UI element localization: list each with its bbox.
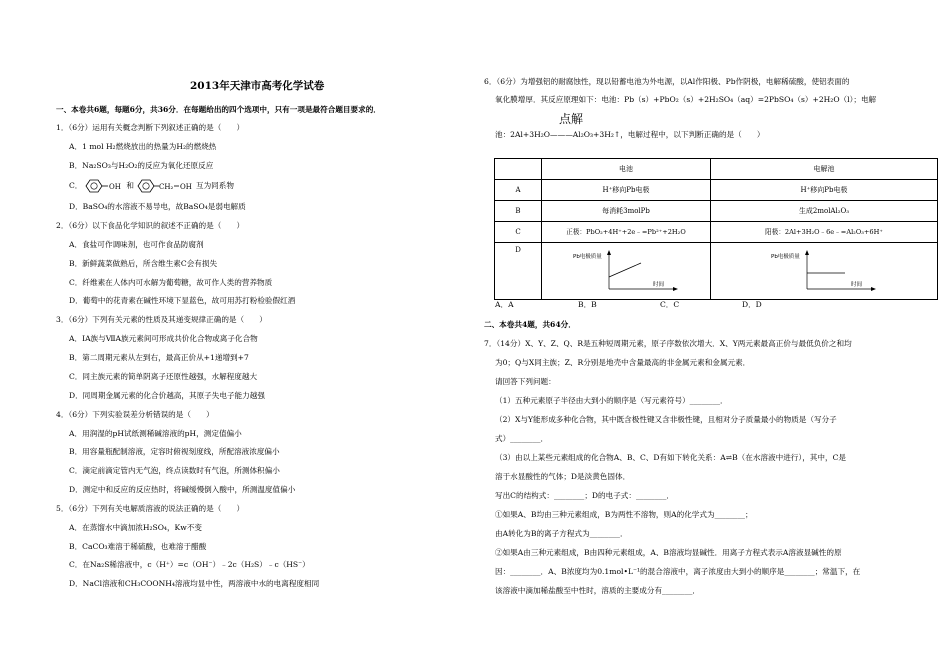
q7-part-4b: 由A转化为B的离子方程式为________． <box>495 529 628 538</box>
q1-option-c <box>69 179 234 193</box>
q6-table <box>494 158 938 300</box>
table-cell: C <box>495 222 542 243</box>
q7-line-1: 7．（14分）X、Y、Z、Q、R是五种短周期元素，原子序数依次增大．X、Y两元素最高正价与最低负价之和均 <box>484 339 852 348</box>
svg-text:OH: OH <box>180 183 192 191</box>
q1-option-c-text: 互为同系物 <box>196 181 234 191</box>
table-cell: 每消耗3molPb <box>542 201 711 222</box>
chart-ylabel: Pb电极质量 <box>573 254 602 260</box>
q7-part-5c: 该溶液中滴加稀盐酸至中性时，溶质的主要成分有________． <box>495 586 701 595</box>
q6-line-3: 池：2Al+3H₂O———Al₂O₃+3H₂↑，电解过程中，以下判断正确的是（ ） <box>495 130 765 139</box>
q7-part-5b: 因：________．A、B浓度均为0.1mol•L⁻¹的混合溶液中，离子浓度由大到小的顺序是________；常温下，在 <box>495 567 861 576</box>
q6-line-2: 氧化膜增厚．其反应原理如下：电池：Pb（s）+PbO₂（s）+2H₂SO₄（aq）=2PbSO₄（s）+2H₂O（l）；电解 <box>495 95 877 104</box>
q7-part-5a: ②如果A由三种元素组成，B由四种元素组成，A、B溶液均显碱性．用离子方程式表示A溶液显碱性的原 <box>495 548 842 557</box>
chart-xlabel: 时间 <box>653 282 665 288</box>
q1-stem: 1．（6分）运用有关概念判断下列叙述正确的是（ ） <box>56 123 245 132</box>
q5-stem: 5．（6分）下列有关电解质溶液的说法正确的是（ ） <box>56 504 245 513</box>
q1-option-b: B．Na₂SO₃与H₂O₂的反应为氧化还原反应 <box>69 161 214 170</box>
table-cell-chart <box>542 243 711 300</box>
table-row <box>495 243 938 300</box>
table-cell: 正极：PbO₂+4H⁺+2e﹣=Pb²⁺+2H₂O <box>542 222 711 243</box>
electrolysis-mass-graph <box>769 249 879 293</box>
q7-part-2b: 式）________． <box>495 434 549 443</box>
table-cell: H⁺移向Pb电极 <box>711 180 938 201</box>
chart-ylabel: Pb电极质量 <box>771 254 800 260</box>
table-cell: A <box>495 180 542 201</box>
right-column <box>475 0 950 671</box>
q1-option-c-and: 和 <box>126 181 134 191</box>
chart-xlabel: 时间 <box>851 282 863 288</box>
table-row <box>495 201 938 222</box>
svg-text:CH₂: CH₂ <box>159 183 174 191</box>
table-header-row <box>495 159 938 180</box>
q6-electrolysis-label: 点解 <box>559 112 584 126</box>
q7-part-4a: ①如果A、B均由三种元素组成，B为两性不溶物，则A的化学式为________； <box>495 510 753 519</box>
q4-option-d: D．测定中和反应的反应热时，将碱缓慢倒入酸中，所测温度值偏小 <box>69 485 296 494</box>
q1-option-a: A．1 mol H₂燃烧放出的热量为H₂的燃烧热 <box>69 142 217 151</box>
q4-option-c: C．滴定前滴定管内无气泡，终点读数时有气泡，所测体积偏小 <box>69 466 280 475</box>
q7-part-3c: 写出C的结构式：________；D的电子式：________． <box>495 491 674 500</box>
battery-mass-graph <box>571 249 681 293</box>
benzyl-alcohol-structure <box>134 179 196 193</box>
table-cell-chart <box>711 243 938 300</box>
q3-option-b: B．第二周期元素从左到右，最高正价从+1递增到+7 <box>69 353 249 362</box>
table-header-electrolysis: 电解池 <box>711 159 938 180</box>
q5-option-c: C．在Na₂S稀溶液中，c（H⁺）=c（OH⁻）﹣2c（H₂S）﹣c（HS⁻） <box>69 560 310 569</box>
q6-choice-c: C．C <box>660 300 680 309</box>
q2-option-c: C．纤维素在人体内可水解为葡萄糖，故可作人类的营养物质 <box>69 278 273 287</box>
q3-option-d: D．同周期金属元素的化合价越高，其原子失电子能力越强 <box>69 391 265 400</box>
table-row <box>495 180 938 201</box>
q5-option-d: D．NaCl溶液和CH₃COONH₄溶液均显中性，两溶液中水的电离程度相同 <box>69 579 320 588</box>
table-row <box>495 222 938 243</box>
q3-option-c: C．同主族元素的简单阴离子还原性越强，水解程度越大 <box>69 372 258 381</box>
section-1-heading: 一、本卷共6题，每题6分，共36分．在每题给出的四个选项中，只有一项是最符合题目要求的． <box>56 105 381 114</box>
q1-option-c-label: C． <box>69 181 83 191</box>
phenol-structure <box>82 179 126 193</box>
table-header-battery: 电池 <box>542 159 711 180</box>
page-title: 2013年天津市高考化学试卷 <box>190 80 325 92</box>
q4-stem: 4．（6分）下列实验误差分析错误的是（ ） <box>56 410 214 419</box>
q5-option-b: B．CaCO₃难溶于稀硫酸，也难溶于醋酸 <box>69 542 207 551</box>
q5-option-a: A．在蒸馏水中滴加浓H₂SO₄，Kw不变 <box>69 523 202 532</box>
q7-line-3: 请回答下列问题： <box>495 377 556 386</box>
section-2-heading: 二、本卷共4题，共64分． <box>484 320 576 329</box>
q7-line-2: 为0；Q与X同主族；Z、R分别是地壳中含量最高的非金属元素和金属元素． <box>495 358 751 367</box>
q7-part-3a: （3）由以上某些元素组成的化合物A、B、C、D有如下转化关系：A⇌B（在水溶液中进行），其中，C是 <box>495 453 846 462</box>
table-cell <box>495 159 542 180</box>
q2-option-b: B．新鲜蔬菜做熟后，所含维生素C会有损失 <box>69 259 218 268</box>
q3-stem: 3．（6分）下列有关元素的性质及其递变规律正确的是（ ） <box>56 315 267 324</box>
q1-option-d: D．BaSO₄的水溶液不易导电，故BaSO₄是弱电解质 <box>69 202 246 211</box>
q6-line-1: 6．（6分）为增强铝的耐腐蚀性，现以铅蓄电池为外电源，以Al作阳极、Pb作阴极，电解稀硫酸，使铝表面的 <box>484 77 850 86</box>
q4-option-a: A．用润湿的pH试纸测稀碱溶液的pH，测定值偏小 <box>69 429 242 438</box>
q2-option-d: D．葡萄中的花青素在碱性环境下显蓝色，故可用苏打粉检验假红酒 <box>69 296 296 305</box>
q4-option-b: B．用容量瓶配制溶液，定容时俯视刻度线，所配溶液浓度偏小 <box>69 447 280 456</box>
q7-part-1: （1）五种元素原子半径由大到小的顺序是（写元素符号）________． <box>495 396 728 405</box>
q6-choice-b: B．B <box>578 300 597 309</box>
q6-choice-d: D．D <box>742 300 762 309</box>
svg-text:OH: OH <box>109 183 122 191</box>
table-cell: 生成2molAl₂O₃ <box>711 201 938 222</box>
q2-option-a: A．食盐可作调味剂，也可作食品防腐剂 <box>69 240 204 249</box>
q6-choice-a: A．A <box>495 300 514 309</box>
table-cell: B <box>495 201 542 222</box>
q2-stem: 2．（6分）以下食品化学知识的叙述不正确的是（ ） <box>56 221 245 230</box>
table-cell: D <box>495 243 542 300</box>
q7-part-3b: 溶于水显酸性的气体；D是淡黄色固体． <box>495 472 631 481</box>
q3-option-a: A．ⅠA族与ⅦA族元素间可形成共价化合物或离子化合物 <box>69 334 258 343</box>
table-cell: H⁺移向Pb电极 <box>542 180 711 201</box>
q7-part-2a: （2）X与Y能形成多种化合物，其中既含极性键又含非极性键，且相对分子质量最小的物质是（写分子 <box>495 415 837 424</box>
table-cell: 阳极：2Al+3H₂O﹣6e﹣=Al₂O₃+6H⁺ <box>711 222 938 243</box>
